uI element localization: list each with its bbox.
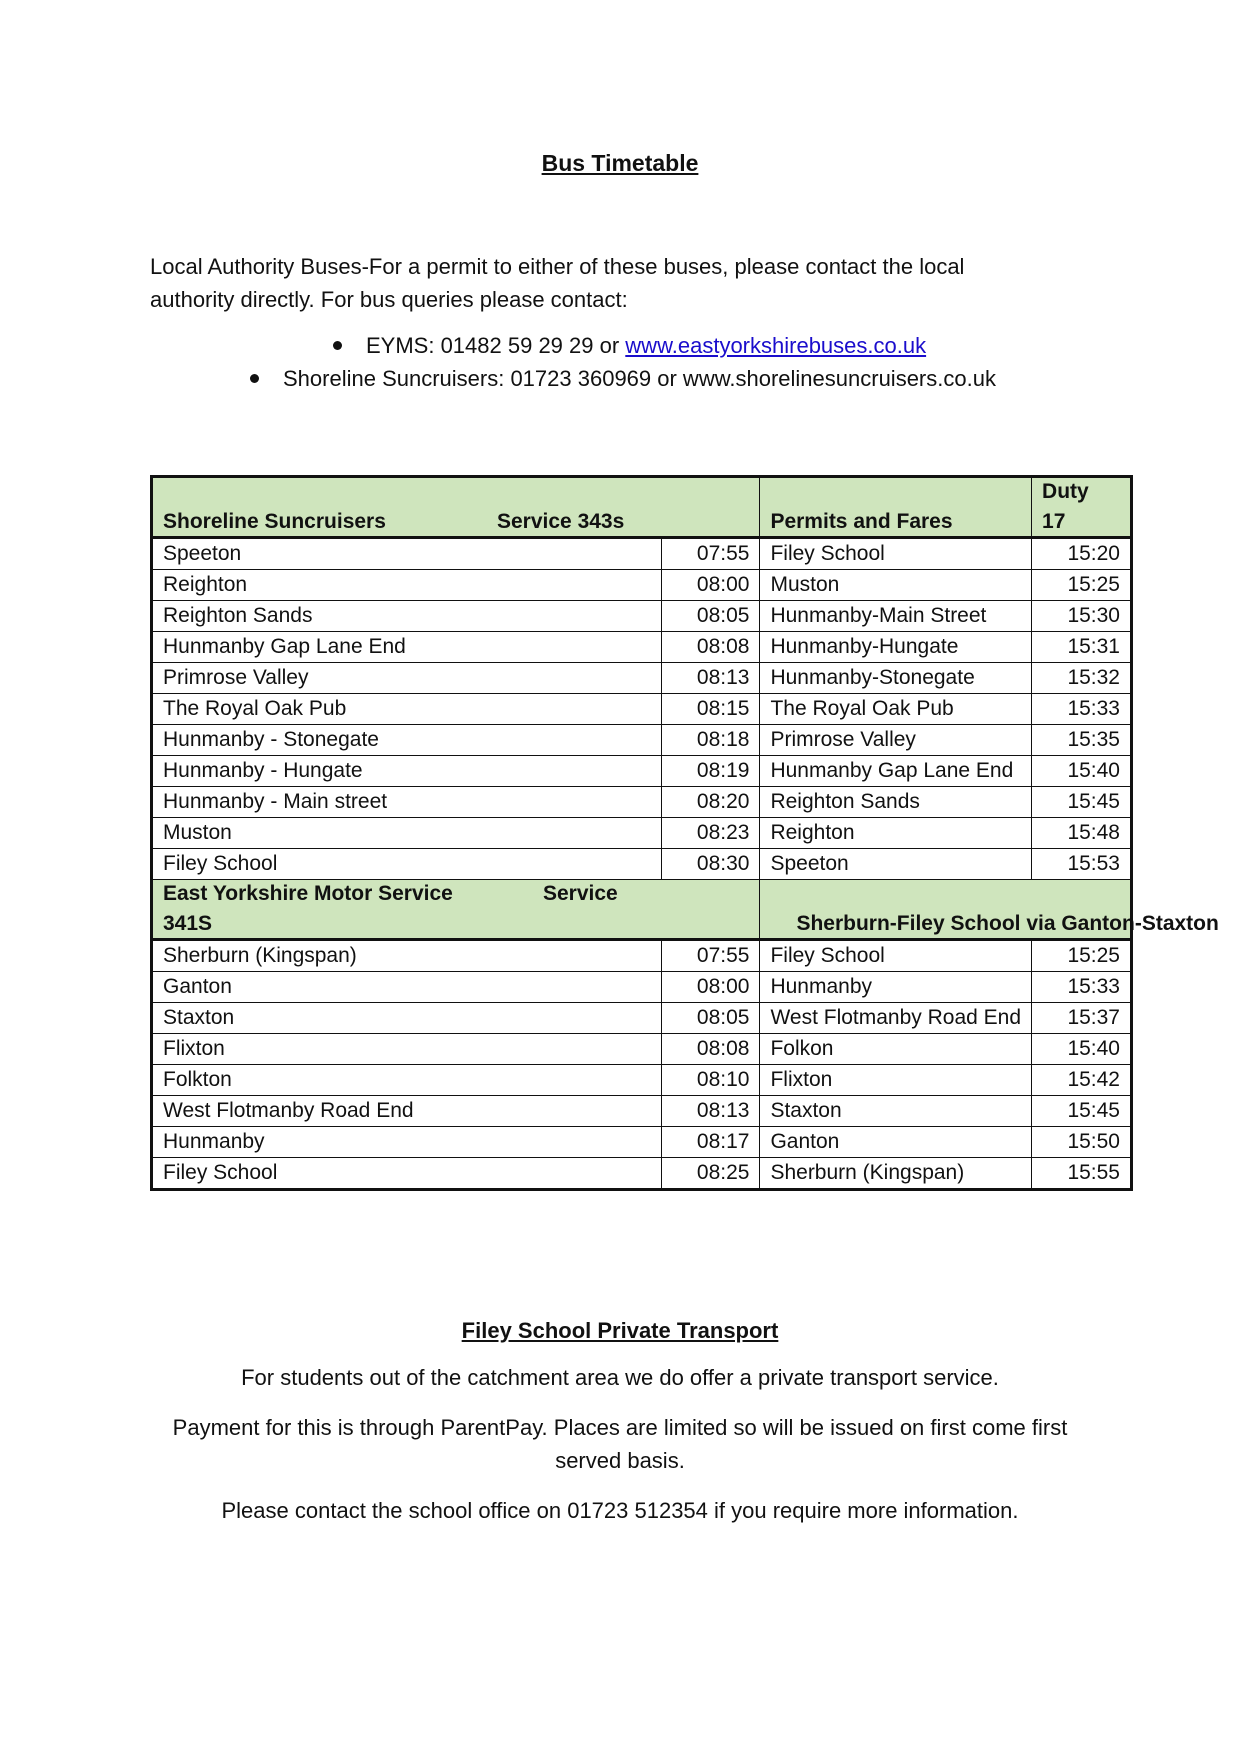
outbound-stop: Speeton [152,538,662,570]
return-time: 15:20 [1032,538,1132,570]
return-time: 15:32 [1032,663,1132,694]
duty-label: Duty [1042,480,1089,503]
private-transport-paragraph: For students out of the catchment area we do offer a private transport service. [241,1365,999,1390]
return-time: 15:37 [1032,1003,1132,1034]
timetable-row [152,940,1132,972]
table2-header-left [152,880,760,940]
outbound-stop: Flixton [152,1034,662,1065]
return-stop: Filey School [760,940,1032,972]
outbound-time: 08:13 [661,663,760,694]
operator-name: East Yorkshire Motor Service [163,882,453,905]
return-time: 15:31 [1032,632,1132,663]
return-stop: Sherburn (Kingspan) [760,1158,1032,1190]
service-number: Service 343s [497,510,625,533]
return-time: 15:30 [1032,601,1132,632]
contact-item-shoreline [250,366,996,392]
service-label: Service [543,882,618,905]
return-stop: Filey School [760,538,1032,570]
duty-number: 17 [1042,510,1066,533]
timetable-row [152,601,1132,632]
outbound-time: 08:05 [661,601,760,632]
outbound-stop: Folkton [152,1065,662,1096]
return-stop: Staxton [760,1096,1032,1127]
bullet-icon [333,341,342,350]
return-stop: Hunmanby Gap Lane End [760,756,1032,787]
outbound-time: 08:25 [661,1158,760,1190]
outbound-time: 08:17 [661,1127,760,1158]
timetable-row [152,1158,1132,1190]
outbound-stop: Hunmanby - Hungate [152,756,662,787]
return-stop: Speeton [760,849,1032,880]
outbound-stop: Ganton [152,972,662,1003]
timetable-row [152,632,1132,663]
permits-label: Permits and Fares [770,510,953,533]
return-stop: Folkon [760,1034,1032,1065]
intro-paragraph: Local Authority Buses-For a permit to either of these buses, please contact the local authority directly. For bus queries please contact: [150,254,965,312]
outbound-time: 08:00 [661,972,760,1003]
return-time: 15:42 [1032,1065,1132,1096]
return-time: 15:55 [1032,1158,1132,1190]
outbound-time: 08:08 [661,632,760,663]
service-number: 341S [163,912,213,935]
outbound-stop: West Flotmanby Road End [152,1096,662,1127]
return-stop: Reighton [760,818,1032,849]
outbound-time: 08:00 [661,570,760,601]
return-time: 15:53 [1032,849,1132,880]
return-stop: Reighton Sands [760,787,1032,818]
outbound-stop: Hunmanby Gap Lane End [152,632,662,663]
return-time: 15:35 [1032,725,1132,756]
table1-header-left [152,477,760,538]
return-time: 15:45 [1032,787,1132,818]
outbound-stop: Hunmanby [152,1127,662,1158]
outbound-time: 08:23 [661,818,760,849]
timetable-row [152,787,1132,818]
outbound-stop: Primrose Valley [152,663,662,694]
outbound-time: 08:05 [661,1003,760,1034]
outbound-time: 08:13 [661,1096,760,1127]
timetable-row [152,1034,1132,1065]
outbound-time: 08:10 [661,1065,760,1096]
return-stop: Ganton [760,1127,1032,1158]
timetable-row [152,818,1132,849]
return-time: 15:48 [1032,818,1132,849]
outbound-time: 08:08 [661,1034,760,1065]
outbound-time: 08:30 [661,849,760,880]
timetable-row [152,849,1132,880]
timetable-row [152,756,1132,787]
outbound-stop: Muston [152,818,662,849]
contact-text: EYMS: 01482 59 29 29 or [366,333,626,358]
permits-header [760,477,1032,538]
private-transport-heading: Filey School Private Transport [461,1318,779,1343]
outbound-time: 08:15 [661,694,760,725]
timetable-row [152,570,1132,601]
outbound-stop: Staxton [152,1003,662,1034]
outbound-stop: Hunmanby - Stonegate [152,725,662,756]
timetable-row [152,972,1132,1003]
return-stop: West Flotmanby Road End [760,1003,1032,1034]
timetable-row [152,663,1132,694]
outbound-stop: Reighton Sands [152,601,662,632]
outbound-stop: The Royal Oak Pub [152,694,662,725]
contact-office-paragraph: Please contact the school office on 01723 512354 if you require more information. [221,1498,1019,1523]
outbound-stop: Sherburn (Kingspan) [152,940,662,972]
return-stop: Hunmanby-Main Street [760,601,1032,632]
page-title: Bus Timetable [541,150,699,176]
outbound-stop: Hunmanby - Main street [152,787,662,818]
outbound-stop: Filey School [152,849,662,880]
outbound-time: 08:20 [661,787,760,818]
return-stop: Muston [760,570,1032,601]
return-stop: Primrose Valley [760,725,1032,756]
timetable-row [152,1065,1132,1096]
outbound-stop: Filey School [152,1158,662,1190]
contact-text: Shoreline Suncruisers: 01723 360969 or www.shorelinesuncruisers.co.uk [283,366,996,391]
return-time: 15:33 [1032,694,1132,725]
outbound-time: 07:55 [661,538,760,570]
return-time: 15:25 [1032,940,1132,972]
return-time: 15:40 [1032,1034,1132,1065]
bullet-icon [250,374,259,383]
route-header [760,880,1219,940]
outbound-stop: Reighton [152,570,662,601]
timetable-row [152,725,1132,756]
timetable-row [152,1127,1132,1158]
timetable-row [152,1096,1132,1127]
route-label: Sherburn-Filey School via Ganton-Staxton [796,912,1219,935]
return-time: 15:40 [1032,756,1132,787]
return-stop: The Royal Oak Pub [760,694,1032,725]
outbound-time: 07:55 [661,940,760,972]
outbound-time: 08:19 [661,756,760,787]
table2-header-row [152,880,1132,940]
timetable-row [152,538,1132,570]
eyms-website-link[interactable]: www.eastyorkshirebuses.co.uk [625,333,927,358]
timetable-row [152,694,1132,725]
timetable-row [152,1003,1132,1034]
payment-paragraph: Payment for this is through ParentPay. Places are limited so will be issued on first come first served basis. [172,1415,1068,1473]
table1-header-row [152,477,1132,538]
duty-header [1032,477,1132,538]
return-stop: Hunmanby [760,972,1032,1003]
return-time: 15:50 [1032,1127,1132,1158]
return-stop: Flixton [760,1065,1032,1096]
bus-timetable [150,475,1219,1191]
operator-name: Shoreline Suncruisers [163,510,386,533]
return-time: 15:33 [1032,972,1132,1003]
outbound-time: 08:18 [661,725,760,756]
return-stop: Hunmanby-Hungate [760,632,1032,663]
return-time: 15:45 [1032,1096,1132,1127]
return-stop: Hunmanby-Stonegate [760,663,1032,694]
contact-item-eyms [333,333,926,359]
return-time: 15:25 [1032,570,1132,601]
